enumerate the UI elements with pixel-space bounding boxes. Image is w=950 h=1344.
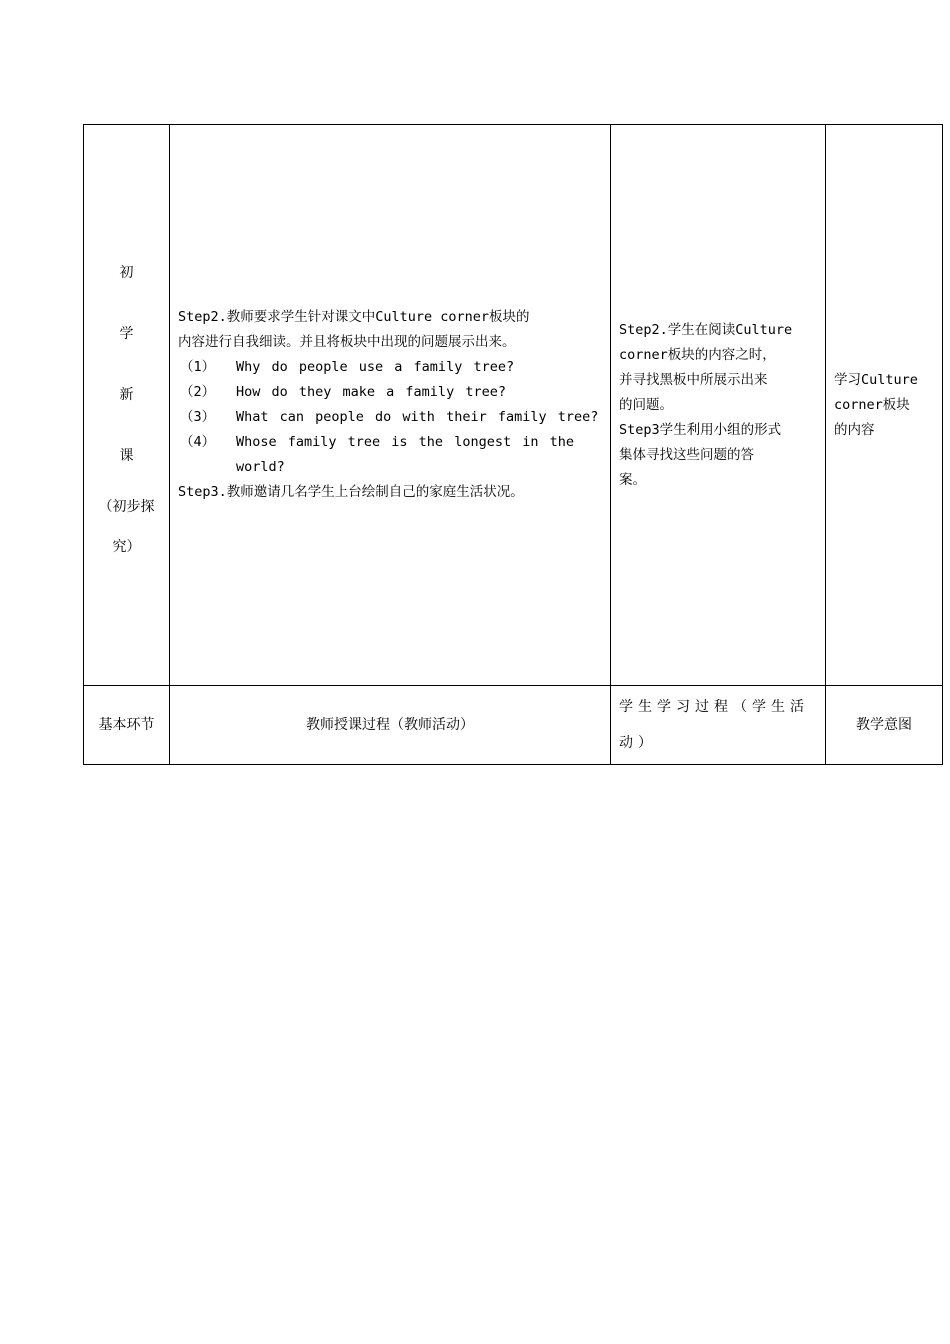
stage-char: 课 — [119, 448, 134, 464]
intent-line: corner板块 — [834, 396, 910, 413]
student-line: 案。 — [619, 471, 646, 488]
question-continuation: world? — [236, 459, 285, 475]
student-header-cell — [611, 686, 826, 765]
student-line: Step3学生利用小组的形式 — [619, 421, 782, 438]
teaching-intent-cell — [826, 125, 943, 686]
student-line: 并寻找黑板中所展示出来 — [619, 371, 768, 388]
lesson-row — [84, 125, 943, 686]
teacher-activity-cell — [170, 125, 611, 686]
intent-line: 的内容 — [834, 421, 875, 438]
question-number: （2） — [180, 384, 216, 400]
teacher-intro-line: 内容进行自我细读。并且将板块中出现的问题展示出来。 — [178, 334, 516, 350]
question-number: （4） — [180, 434, 216, 450]
stage-header: 基本环节 — [84, 686, 170, 765]
student-header-line: 学生学习过程（学生活 — [619, 699, 809, 715]
intent-header: 教学意图 — [826, 686, 943, 765]
student-line: 的问题。 — [619, 396, 673, 413]
stage-cell — [84, 125, 170, 686]
question-number: （3） — [180, 409, 216, 425]
question-text: Whose family tree is the longest in the — [236, 434, 574, 450]
intent-line: 学习Culture — [834, 371, 918, 388]
stage-subtitle: 究） — [112, 539, 141, 555]
teacher-intro-line: Step2.教师要求学生针对课文中Culture corner板块的 — [178, 309, 530, 325]
question-item — [178, 355, 602, 380]
student-activity-cell — [611, 125, 826, 686]
question-item — [178, 380, 602, 405]
question-text: What can people do with their family tree? — [236, 409, 599, 425]
header-row — [84, 686, 943, 765]
lesson-plan-table — [83, 124, 943, 765]
question-text: How do they make a family tree? — [236, 384, 506, 400]
student-header-line: 动） — [619, 735, 657, 751]
stage-subtitle: （初步探 — [98, 499, 155, 515]
question-item — [178, 405, 602, 430]
student-line: corner板块的内容之时， — [619, 346, 776, 363]
teacher-header: 教师授课过程（教师活动） — [170, 686, 611, 765]
question-item — [178, 430, 602, 455]
student-line: 集体寻找这些问题的答 — [619, 446, 754, 463]
stage-char: 初 — [119, 265, 134, 281]
stage-char: 新 — [119, 387, 134, 403]
student-line: Step2.学生在阅读Culture — [619, 321, 793, 338]
question-text: Why do people use a family tree? — [236, 359, 515, 375]
stage-char: 学 — [119, 326, 134, 342]
teacher-step3: Step3.教师邀请几名学生上台绘制自己的家庭生活状况。 — [178, 484, 524, 500]
question-number: （1） — [180, 359, 216, 375]
